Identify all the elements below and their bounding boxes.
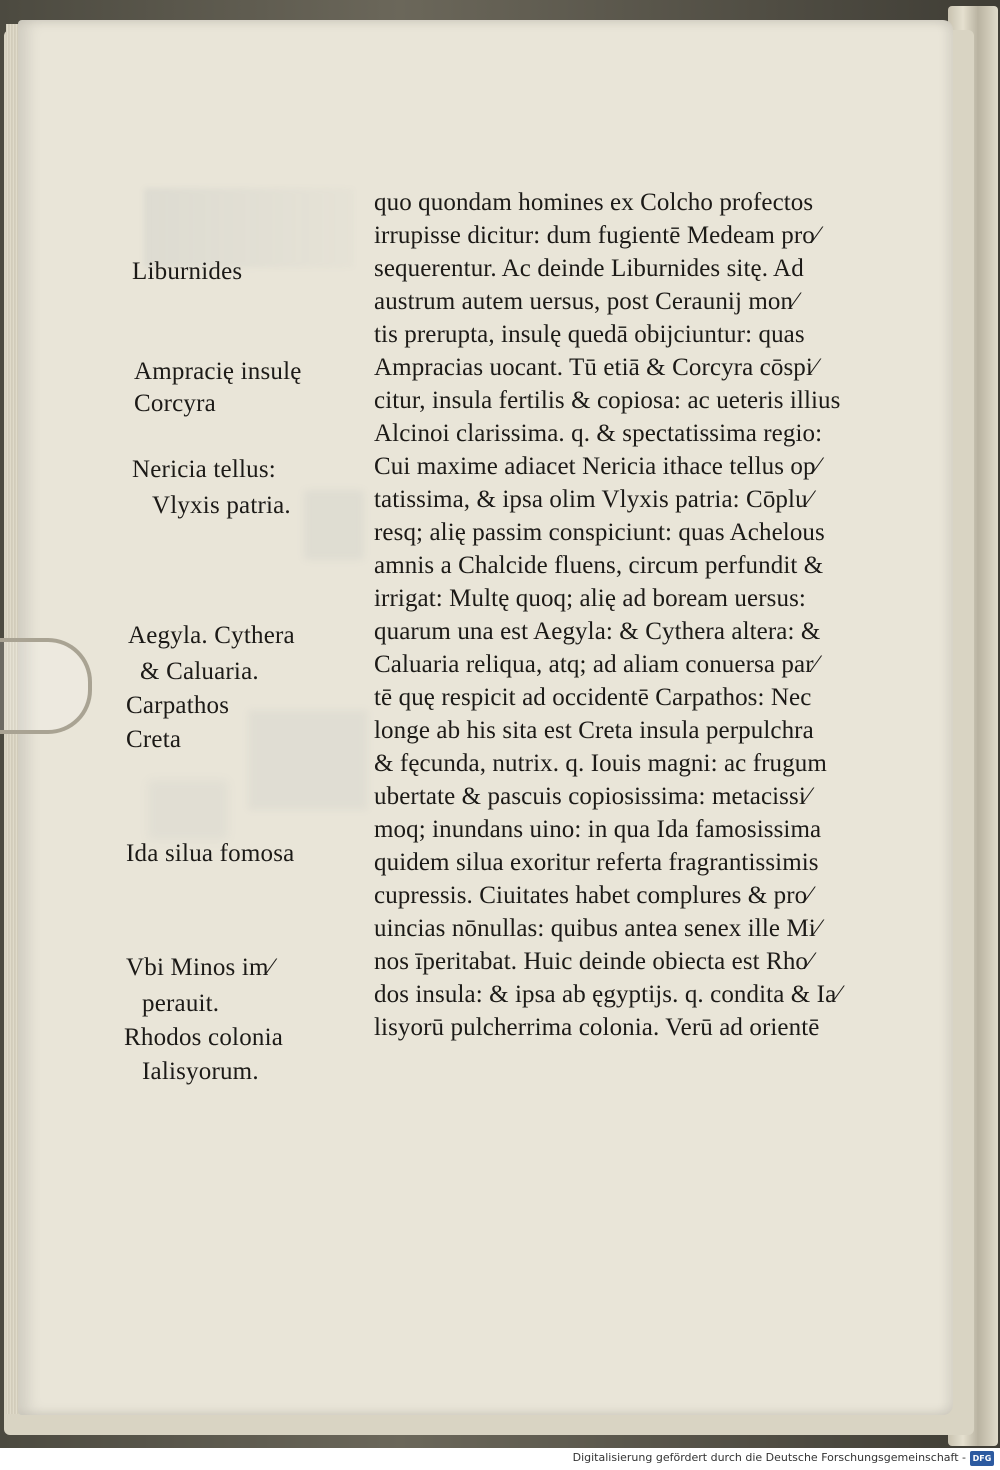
text-line: cupressis. Ciuitates habet complures & pro⁄ [374, 882, 812, 909]
margin-note-carpathos: Carpathos [126, 692, 230, 719]
text-line: ubertate & pascuis copiosissima: metacissi⁄ [374, 783, 811, 810]
main-text-block [374, 186, 914, 1044]
text-line: Ampracias uocant. Tū etiā & Corcyra cōspi⁄ [374, 354, 818, 381]
text-line: tis prerupta, insulę quedā obijciuntur: quas [374, 321, 805, 348]
margin-note-ampraciae: Ampracię insulę [134, 358, 302, 385]
text-line: dos insula: & ipsa ab ęgyptijs. q. condita & Ia⁄ [374, 981, 841, 1008]
text-line: quarum una est Aegyla: & Cythera altera: & [374, 618, 821, 645]
margin-note-corcyra: Corcyra [134, 390, 216, 417]
text-line: amnis a Chalcide fluens, circum perfundit & [374, 552, 824, 579]
text-line: Caluaria reliqua, atq; ad aliam conuersa par⁄ [374, 651, 818, 678]
text-line: quidem silua exoritur referta fragrantissimis [374, 849, 819, 876]
text-line: tatissima, & ipsa olim Vlyxis patria: Cōplu⁄ [374, 486, 812, 513]
text-line: uincias nōnullas: quibus antea senex ille Mi⁄ [374, 915, 821, 942]
text-line: moq; inundans uino: in qua Ida famosissima [374, 816, 822, 843]
digitization-footer [0, 1448, 1000, 1470]
margin-note-ida: Ida silua fomosa [126, 840, 295, 867]
text-line: austrum autem uersus, post Ceraunij mon⁄ [374, 288, 798, 315]
margin-note-rhodos: Rhodos colonia [124, 1024, 284, 1051]
margin-note-creta: Creta [126, 726, 182, 753]
margin-note-liburnides: Liburnides [132, 258, 243, 285]
margin-note-nericia: Nericia tellus: [132, 456, 276, 483]
text-line: lisyorū pulcherrima colonia. Verū ad orientē [374, 1014, 820, 1041]
margin-note-caluaria: & Caluaria. [140, 658, 259, 685]
text-line: quo quondam homines ex Colcho profectos [374, 189, 814, 216]
funding-credit: Digitalisierung gefördert durch die Deutsche Forschungsgemeinschaft - [572, 1451, 966, 1464]
dfg-logo: DFG [970, 1451, 994, 1466]
book-page [18, 20, 953, 1415]
text-line: resq; alię passim conspiciunt: quas Achelous [374, 519, 825, 546]
text-line: irrigat: Multę quoq; alię ad boream uersus: [374, 585, 806, 612]
margin-note-aegyla: Aegyla. Cythera [128, 622, 295, 649]
margin-note-minos: Vbi Minos im⁄ [126, 954, 274, 981]
margin-note-vlyxis: Vlyxis patria. [152, 492, 291, 519]
text-line: nos īperitabat. Huic deinde obiecta est Rho⁄ [374, 948, 813, 975]
margin-note-ialisyorum: Ialisyorum. [142, 1058, 259, 1085]
text-line: Cui maxime adiacet Nericia ithace tellus op⁄ [374, 453, 820, 480]
text-line: sequerentur. Ac deinde Liburnides sitę. Ad [374, 255, 804, 282]
text-line: & fęcunda, nutrix. q. Iouis magni: ac frugum [374, 750, 827, 777]
text-line: Alcinoi clarissima. q. & spectatissima regio: [374, 420, 823, 447]
text-line: tē quę respicit ad occidentē Carpathos: Nec [374, 684, 812, 711]
margin-notes [18, 20, 388, 1420]
margin-note-perauit: perauit. [142, 990, 220, 1017]
text-line: irrupisse dicitur: dum fugientē Medeam pro⁄ [374, 222, 820, 249]
text-line: longe ab his sita est Creta insula perpulchra [374, 717, 814, 744]
text-line: citur, insula fertilis & copiosa: ac ueteris illius [374, 387, 841, 414]
